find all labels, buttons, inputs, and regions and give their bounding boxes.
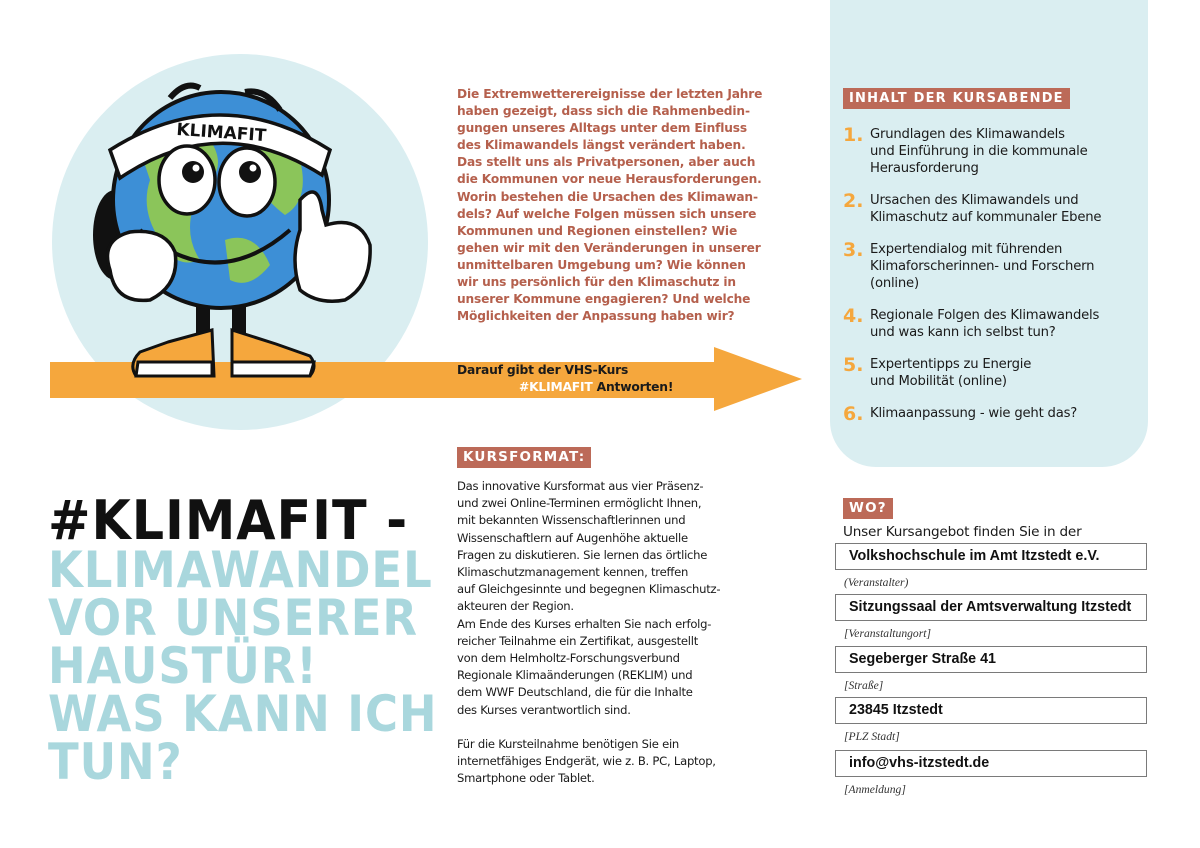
course-format-line: dem WWF Deutschland, die für die Inhalte [457, 685, 693, 700]
intro-line: wir uns persönlich für den Klimaschutz in [457, 275, 736, 290]
arrow-caption-line2 [457, 379, 673, 396]
location-field-value: info@vhs-itzstedt.de [835, 750, 1147, 777]
course-item [843, 405, 1143, 423]
course-format-line: und zwei Online-Terminen ermöglicht Ihnen, [457, 496, 702, 511]
course-format-line: mit bekannten Wissenschaftlerinnen und [457, 513, 686, 528]
intro-line: gehen wir mit den Veränderungen in unserer [457, 240, 761, 255]
course-format-line: Wissenschaftlern auf Augenhöhe aktuelle [457, 530, 688, 545]
intro-line: die Kommunen vor neue Herausforderungen. [457, 172, 762, 187]
course-item [843, 126, 1143, 177]
intro-line: des Klimawandels längst verändert haben. [457, 138, 746, 153]
course-item [843, 241, 1143, 292]
course-item-number: 5. [843, 354, 864, 376]
title-hashtag: #KLIMAFIT - [48, 489, 409, 552]
course-item-text [870, 126, 1088, 177]
title-line: KLIMAWANDEL [48, 541, 433, 599]
location-field-value: 23845 Itzstedt [835, 697, 1147, 724]
course-format-line: Smartphone oder Tablet. [457, 771, 595, 786]
course-item-text [870, 241, 1094, 292]
intro-line: gungen unseres Alltags unter dem Einfluss [457, 121, 748, 136]
intro-line: dels? Auf welche Folgen müssen sich unsere [457, 206, 757, 221]
course-format-line: Am Ende des Kurses erhalten Sie nach erfolg- [457, 616, 712, 631]
course-item-number: 1. [843, 124, 864, 146]
arrow-caption-line1: Darauf gibt der VHS-Kurs [457, 363, 629, 377]
course-item [843, 356, 1143, 390]
title-line: HAUSTÜR! [48, 637, 318, 695]
intro-line: Die Extremwetterereignisse der letzten Jahre [457, 87, 763, 101]
course-item-line: (online) [870, 276, 919, 291]
location-intro: Unser Kursangebot finden Sie in der [843, 524, 1082, 540]
course-item-number: 3. [843, 239, 864, 261]
intro-line: haben gezeigt, dass sich die Rahmenbedin- [457, 104, 750, 119]
title-line: TUN? [48, 733, 183, 791]
location-field-label: [Straße] [844, 679, 884, 692]
course-item-number: 2. [843, 190, 864, 212]
intro-line: Möglichkeiten der Anpassung haben wir? [457, 309, 735, 324]
course-item-text [870, 356, 1031, 390]
course-format-heading: KURSFORMAT: [457, 447, 591, 468]
course-format-line: reicher Teilnahme ein Zertifikat, ausgestellt [457, 633, 699, 648]
headband-text: KLIMAFIT [175, 119, 267, 147]
intro-line: Worin bestehen die Ursachen des Klimawan- [457, 189, 758, 204]
course-format-line: Für die Kursteilnahme benötigen Sie ein [457, 737, 680, 752]
intro-line: unserer Kommune engagieren? Und welche [457, 292, 751, 307]
location-field-value: Sitzungssaal der Amtsverwaltung Itzstedt [835, 594, 1147, 621]
course-format-line: von dem Helmholtz-Forschungsverbund [457, 651, 680, 666]
course-item-line: Ursachen des Klimawandels und [870, 193, 1079, 208]
location-field-label: [PLZ Stadt] [844, 730, 900, 743]
course-format-line: akteuren der Region. [457, 599, 574, 614]
course-format-line: internetfähiges Endgerät, wie z. B. PC, Laptop, [457, 754, 716, 769]
course-format-line: Fragen zu diskutieren. Sie lernen das örtliche [457, 547, 708, 562]
course-item [843, 192, 1143, 226]
course-contents-heading: INHALT DER KURSABENDE [843, 88, 1070, 109]
course-item-line: Expertentipps zu Energie [870, 357, 1032, 372]
course-item-line: Herausforderung [870, 161, 979, 176]
intro-line: unmittelbaren Umgebung um? Wie können [457, 257, 746, 272]
course-item-text [870, 405, 1077, 422]
course-format-line: Das innovative Kursformat aus vier Präsenz- [457, 479, 704, 493]
paragraph-gap [457, 719, 787, 736]
course-item-line: Grundlagen des Klimawandels [870, 127, 1065, 142]
location-field-value: Volkshochschule im Amt Itzstedt e.V. [835, 543, 1147, 570]
course-contents-list [843, 126, 1143, 438]
course-item-line: und was kann ich selbst tun? [870, 325, 1056, 340]
course-item-line: und Einführung in die kommunale [870, 144, 1088, 159]
course-item-number: 6. [843, 403, 864, 425]
course-item-line: Klimaschutz auf kommunaler Ebene [870, 210, 1102, 225]
hashtag-highlight: #KLIMAFIT [519, 379, 593, 394]
intro-paragraph [457, 86, 787, 325]
location-field-label: (Veranstalter) [844, 576, 909, 589]
course-item-number: 4. [843, 305, 864, 327]
arrow-caption [457, 362, 673, 395]
course-format-line: des Kurses verantwortlich sind. [457, 702, 631, 717]
course-item-line: Klimaforscherinnen- und Forschern [870, 259, 1095, 274]
course-format-line: Klimaschutzmanagement kennen, treffen [457, 565, 689, 580]
course-item-line: Regionale Folgen des Klimawandels [870, 308, 1100, 323]
title-line: WAS KANN ICH [48, 685, 438, 743]
course-item [843, 307, 1143, 341]
course-item-line: Expertendialog mit führenden [870, 242, 1063, 257]
location-field-label: [Veranstaltungort] [844, 627, 931, 640]
arrow-caption-rest: Antworten! [592, 379, 674, 394]
intro-line: Das stellt uns als Privatpersonen, aber auch [457, 155, 756, 170]
location-heading: WO? [843, 498, 893, 519]
title-line: VOR UNSERER [48, 589, 418, 647]
course-item-text [870, 192, 1101, 226]
course-item-text [870, 307, 1099, 341]
intro-line: Kommunen und Regionen einstellen? Wie [457, 223, 738, 238]
course-item-line: und Mobilität (online) [870, 374, 1007, 389]
course-format-line: auf Gleichgesinnte und begegnen Klimaschutz- [457, 582, 721, 597]
course-format-line: Regionale Klimaänderungen (REKLIM) und [457, 668, 693, 683]
course-format-text [457, 478, 787, 788]
location-field-label: [Anmeldung] [844, 783, 906, 796]
page-title [48, 489, 481, 791]
course-item-line: Klimaanpassung - wie geht das? [870, 406, 1078, 421]
location-field-value: Segeberger Straße 41 [835, 646, 1147, 673]
